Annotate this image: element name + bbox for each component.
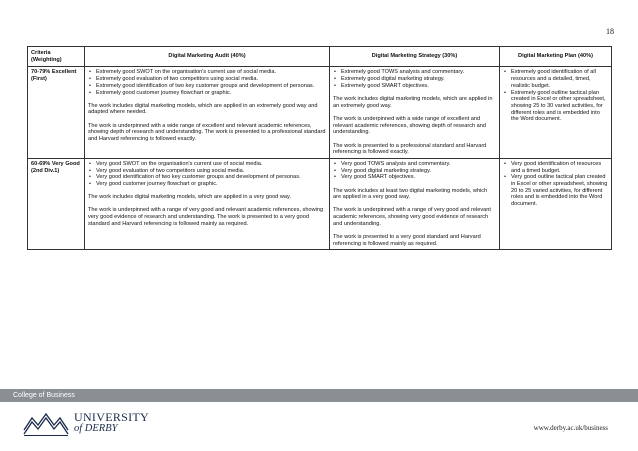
logo-line-of-derby: of DERBY [74, 423, 118, 434]
grade-cell: 70-79% Excellent (First) [28, 67, 85, 159]
college-of-business-bar: College of Business [0, 389, 638, 402]
list-item: • Extremely good digital marketing strategy. [333, 76, 496, 83]
page-number: 18 [606, 27, 614, 36]
paragraph: The work is presented to a very good standard and Harvard referencing is followed mainly as required. [333, 234, 481, 247]
header-criteria: Criteria (Weighting) [28, 47, 85, 67]
list-item: • Extremely good identification of all resources and a detailed, timed, realistic budget. [503, 69, 608, 89]
list-item: • Extremely good TOWS analysis and commentary. [333, 69, 496, 76]
list-item: • Extremely good SMART objectives. [333, 83, 496, 90]
list-item: • Extremely good customer journey flowchart or graphic. [88, 90, 326, 97]
university-of-derby-logo [23, 408, 149, 440]
strategy-cell [330, 158, 500, 250]
website-url: www.derby.ac.uk/business [533, 424, 608, 432]
paragraph: The work is underpinned with a range of very good and relevant academic references, showing very good evidence of research and understanding. The work is presented to a very good standard and Harvard referencing is followed mainly as required. [88, 207, 324, 227]
marking-rubric-table [27, 46, 612, 250]
list-item: • Extremely good SWOT on the organisation's current use of social media. [88, 69, 326, 76]
derby-logo-icon [23, 410, 69, 436]
list-item: • Very good outline tactical plan created in Excel or other spreadsheet, showing 20 to 25 varied activities, for different roles and is embedded into the Word document. [503, 174, 608, 208]
list-item: • Extremely good identification of two key customer groups and development of personas. [88, 83, 326, 90]
table-row [28, 67, 612, 159]
list-item: • Very good digital marketing strategy. [333, 168, 496, 175]
header-strategy: Digital Marketing Strategy (30%) [330, 47, 500, 67]
list-item: • Very good identification of resources and a timed budget. [503, 161, 608, 174]
list-item: • Very good evaluation of two competitors using social media. [88, 168, 326, 175]
paragraph: The work includes digital marketing models, which are applied in an extremely good way. [333, 96, 493, 109]
grade-cell: 60-69% Very Good (2nd Div.1) [28, 158, 85, 250]
table-row [28, 158, 612, 250]
paragraph: The work is underpinned with a range of very good and relevant academic references, showing very good evidence of research and understanding. [333, 207, 491, 227]
paragraph: The work is underpinned with a wide range of excellent and relevant academic references, showing depth of research and understanding. The work is presented to a professional standard and Harvard referencing is followed exactly. [88, 122, 326, 143]
list-item: • Very good identification of two key customer groups and development of personas. [88, 174, 326, 181]
list-item: • Extremely good evaluation of two competitors using social media. [88, 76, 326, 83]
paragraph: The work includes digital marketing models, which are applied in an extremely good way and adapted where needed. [88, 102, 318, 116]
header-audit: Digital Marketing Audit (40%) [85, 47, 330, 67]
paragraph: The work includes digital marketing models, which are applied in a very good way. [88, 194, 291, 201]
paragraph: The work includes at least two digital marketing models, which are applied in a very good way. [333, 187, 488, 201]
paragraph: The work is underpinned with a wide range of excellent and relevant academic references, showing depth of research and understanding. [333, 115, 486, 136]
header-plan: Digital Marketing Plan (40%) [500, 47, 612, 67]
audit-cell [85, 67, 330, 159]
table-header-row [28, 47, 612, 67]
logo-line-university: UNIVERSITY [74, 410, 149, 424]
plan-cell [500, 158, 612, 250]
audit-cell [85, 158, 330, 250]
plan-cell [500, 67, 612, 159]
strategy-cell [330, 67, 500, 159]
list-item: • Very good TOWS analysis and commentary. [333, 161, 496, 168]
list-item: • Very good SWOT on the organisation's current use of social media. [88, 161, 326, 168]
list-item: • Very good SMART objectives. [333, 174, 496, 181]
list-item: • Extremely good outline tactical plan created in Excel or other spreadsheet, showing 25 to 30 varied activities, for different roles and is embedded into the Word document. [503, 90, 608, 124]
paragraph: The work is presented to a professional standard and Harvard referencing is followed exactly. [333, 142, 487, 156]
list-item: • Very good customer journey flowchart or graphic. [88, 181, 326, 188]
